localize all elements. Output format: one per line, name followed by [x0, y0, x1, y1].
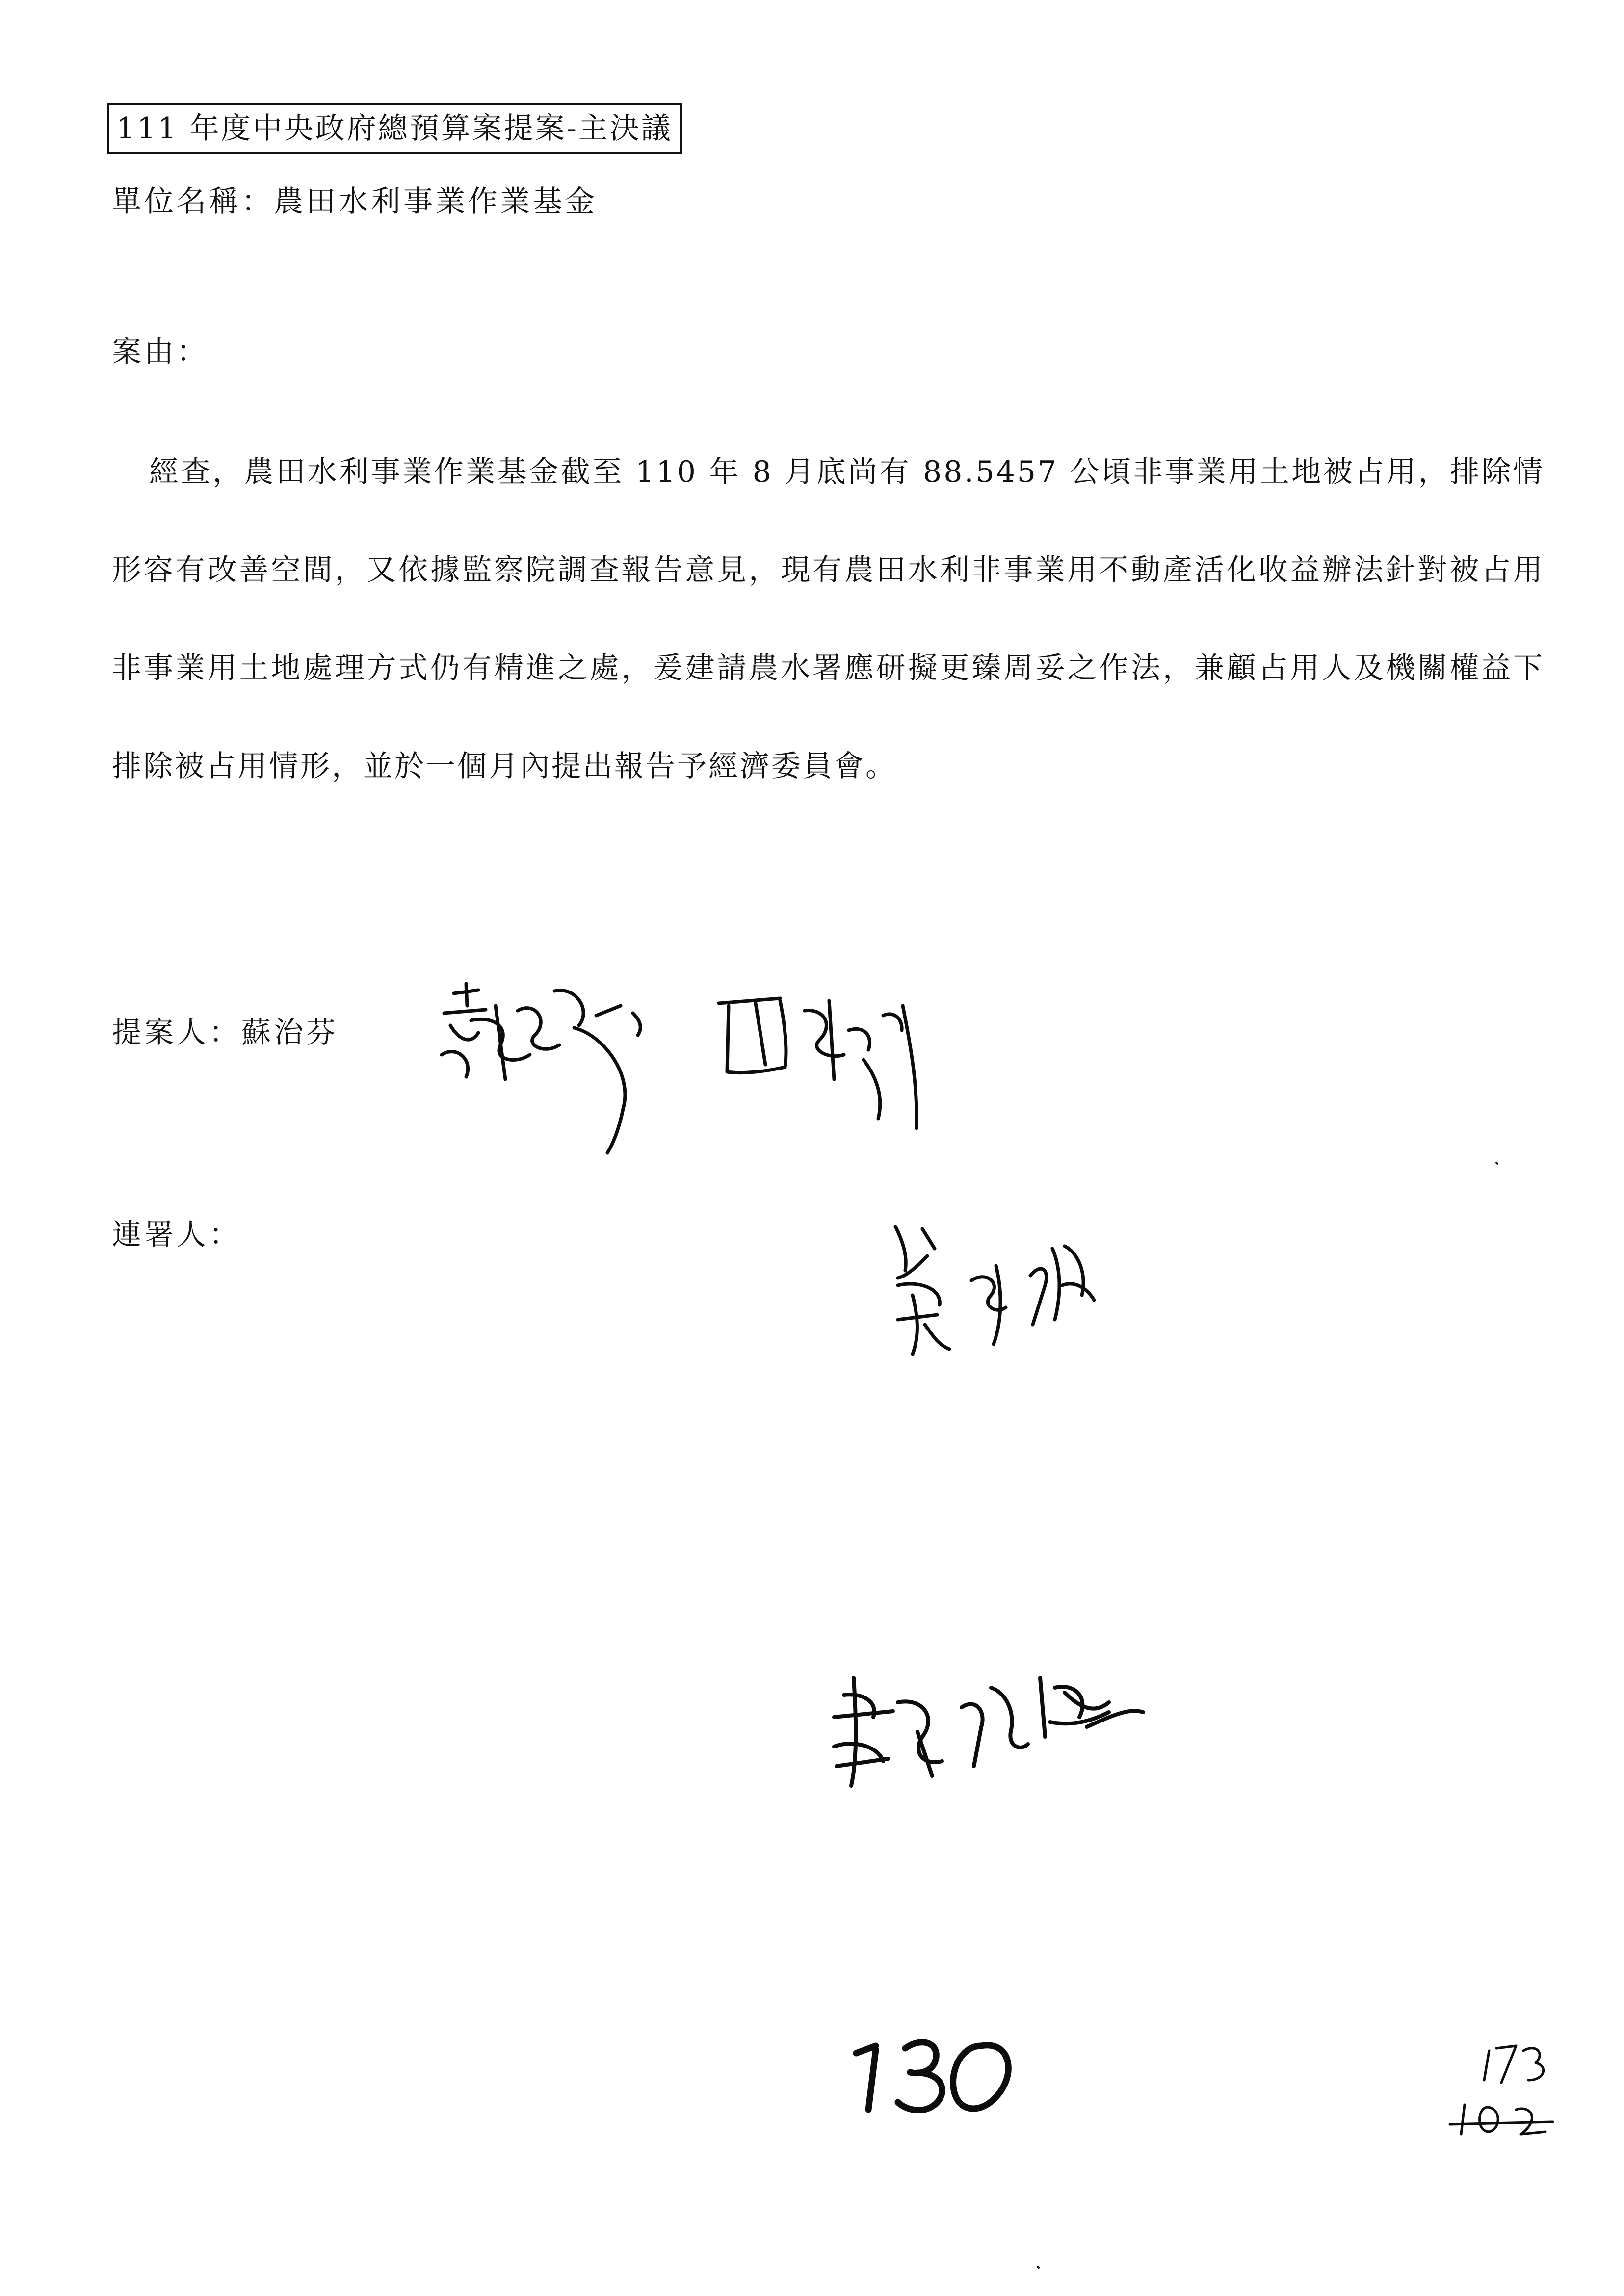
unit-name: 農田水利事業作業基金 — [274, 184, 598, 219]
margin-number-annotation — [1450, 2046, 1553, 2134]
proposer-signature-2 — [719, 998, 917, 1128]
cosigner-signature — [895, 1226, 1094, 1354]
document-heading: 111 年度中央政府總預算案提案-主決議 — [107, 103, 682, 154]
unit-label: 單位名稱： — [112, 184, 274, 219]
handwritten-signature-3 — [834, 1678, 1143, 1786]
proposer-name: 蘇治芬 — [241, 1016, 339, 1050]
proposer-signature-1 — [442, 984, 640, 1153]
reason-body: 經查，農田水利事業作業基金截至 110 年 8 月底尚有 88.5457 公頃非事業用土地被占用，排除情形容有改善空間，又依據監察院調查報告意見，現有農田水利非事業用不動產活化收益辦法針對被占用非事業用土地處理方式仍有精進之處，爰建請農水署應研擬更臻周妥之作法，兼顧占用人及機關權益下排除被占用情形，並於一個月內提出報告予經濟委員會。 — [112, 455, 1545, 783]
proposer-label: 提案人： — [112, 1016, 241, 1050]
cosigner-label: 連署人： — [112, 1218, 241, 1252]
reason-label: 案由： — [112, 335, 209, 369]
handwritten-page-number — [856, 2042, 1008, 2110]
